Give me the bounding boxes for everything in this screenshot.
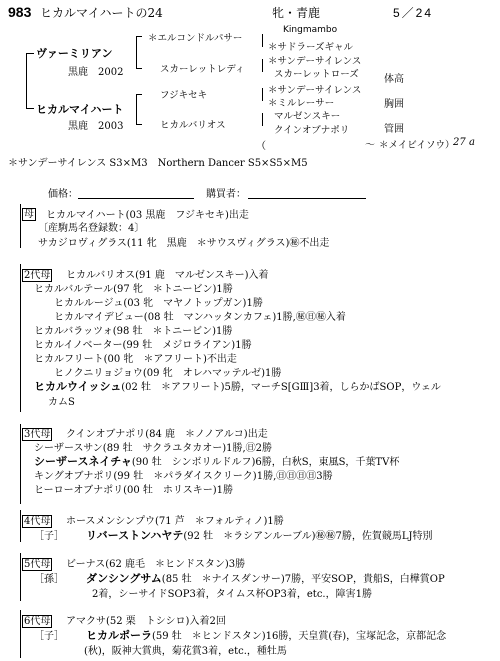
dam-title: ヒカルマイハート(03 黒鹿 フジキセキ)出走 — [46, 210, 249, 221]
notable-horse: ヒカルウイッシュ — [34, 380, 122, 393]
notable-horse-record: (92 牡 ＊ラシアンルーブル)㊙㊙7勝，佐賀競馬LJ特別 — [183, 531, 433, 542]
notable-horse: リバーストンハヤテ — [86, 529, 184, 542]
relation-tag: ［子］ — [34, 531, 64, 542]
note-horse: ＊メイビイソウ） — [379, 140, 455, 151]
fourth-dam-title: ホースメンシンプウ(71 芦 ＊フォルティノ)1勝 — [66, 516, 284, 527]
produce-count: 〔産駒馬名登録数：4〕 — [38, 223, 145, 234]
g3-ancestor: クインオブナポリ — [274, 125, 350, 136]
g3-ancestor: ＊サンデーサイレンス — [268, 85, 362, 96]
sex-color: 牝・青鹿 — [272, 6, 321, 20]
sire-dam: スカーレットレディ — [160, 64, 245, 75]
produce-entry: シーザースサン(89 牡 サクラユタカオー)1勝,㊐2勝 — [34, 443, 273, 454]
sire-sire: ＊エルコンドルパサー — [148, 33, 243, 44]
note-letter: a — [469, 137, 475, 148]
height-label: 体高 — [384, 74, 404, 85]
horse-name: ヒカルマイハートの24 — [40, 6, 163, 20]
dam-sire: フジキセキ — [160, 90, 208, 101]
notable-horse-record: (90 牡 シンボリルドルフ)6勝，白秋S，東風S，千葉TV杯 — [131, 457, 400, 468]
dam-info: 黒鹿 2003 — [68, 121, 124, 132]
cannon-label: 管囲 — [384, 124, 404, 135]
buyer-label: 購買者： — [206, 189, 246, 200]
fourth-dam-tag: 4代母 — [24, 516, 51, 527]
dam-dam: ヒカルバリオス — [160, 120, 226, 131]
sire-info: 黒鹿 2002 — [68, 67, 124, 78]
produce-entry: ヒカルマイデビュー(08 牡 マンハッタンカフェ)1勝,㊙㊐㊙入着 — [54, 312, 346, 323]
third-dam-title: クインオブナポリ(84 鹿 ＊ノノアルコ)出走 — [66, 429, 268, 440]
produce-entry: ヒカルフリート(00 牝 ＊アフリート)不出走 — [34, 354, 237, 365]
g3-ancestor: マルゼンスキー — [274, 111, 341, 122]
sixth-dam-title: アマクサ(52 栗 トシシロ)入着2回 — [66, 616, 226, 627]
produce-entry: ヒカルバラッツォ(98 牡 ＊トニービン)1勝 — [34, 326, 233, 337]
chest-label: 胸囲 — [384, 99, 404, 110]
notable-horse: ヒカルポーラ — [86, 629, 152, 642]
dam-tag: 母 — [24, 209, 34, 220]
notable-horse-record: (85 牡 ＊ナイスダンサー)7勝，平安SOP，貴船S，白樺賞OP — [161, 574, 445, 585]
produce-entry: ヒカルバルテール(97 牝 ＊トニービン)1勝 — [34, 284, 233, 295]
inbreeding-crosses: ＊サンデーサイレンス S3×M3 Northern Dancer S5×S5×M5 — [8, 158, 308, 169]
produce-entry: ヒーローオブナポリ(00 牡 ホリスキー)1勝 — [34, 485, 233, 496]
notable-horse-record: (02 牡 ＊アフリート)5勝，マーチS[GⅢ]3着，しらかばSOP，ウェル — [121, 382, 441, 393]
sixth-dam-tag: 6代母 — [24, 616, 51, 627]
third-dam-tag: 3代母 — [24, 429, 51, 440]
second-dam-tag: 2代母 — [24, 270, 51, 281]
lot-number: 983 — [8, 4, 32, 20]
relation-tag: ［子］ — [34, 631, 64, 642]
g3-ancestor: ＊サドラーズギャル — [268, 42, 354, 53]
note-paren: （ — [256, 141, 266, 152]
produce-entry: ヒノクニリョジョウ(09 牝 オレハマッテルゼ)1勝 — [54, 368, 282, 379]
notable-horse-record-cont: カムS — [48, 397, 75, 408]
relation-tag: ［孫］ — [34, 574, 64, 585]
foaling-date: 5／24 — [393, 6, 434, 20]
notable-horse-record-cont: (秋)，阪神大賞典，菊花賞3着，etc.，種牡馬 — [84, 646, 287, 657]
price-label: 価格： — [48, 189, 78, 200]
dam-name: ヒカルマイハート — [36, 103, 124, 116]
produce-entry: サカジロヴィグラス(11 牝 黒鹿 ＊サウスヴィグラス)㊙不出走 — [38, 238, 330, 249]
produce-entry: ヒカルイノベーター(99 牡 メジロライアン)1勝 — [34, 340, 252, 351]
notable-horse: ダンシングサム — [86, 572, 162, 585]
g3-ancestor: ＊サンデーサイレンス — [268, 56, 362, 67]
g3-ancestor: ＊ミルレーサー — [268, 98, 335, 109]
g3-ancestor: Kingmambo — [283, 25, 338, 35]
fifth-dam-title: ビーナス(62 鹿毛 ＊ヒンドスタン)3勝 — [66, 559, 246, 570]
note-year: 27 — [453, 137, 466, 148]
fifth-dam-tag: 5代母 — [24, 559, 51, 570]
sire-name: ヴァーミリアン — [36, 47, 113, 60]
notable-horse-record: (59 牡 ＊ヒンドスタン)16勝，天皇賞(春)，宝塚記念，京都記念 — [152, 631, 447, 642]
note-tilde: ～ — [365, 140, 375, 151]
produce-entry: キングオブナポリ(99 牡 ＊パラダイスクリーク)1勝,㊐㊐㊐㊐3勝 — [34, 471, 333, 482]
notable-horse: シーザースネイチャ — [34, 455, 132, 468]
second-dam-title: ヒカルバリオス(91 鹿 マルゼンスキー)入着 — [66, 270, 269, 281]
g3-ancestor: スカーレットローズ — [274, 69, 359, 80]
produce-entry: ヒカルルージュ(03 牝 マヤノトップガン)1勝 — [54, 298, 263, 309]
notable-horse-record-cont: 2着，シーサイドSOP3着，タイムス杯OP3着，etc.，障害1勝 — [92, 589, 372, 600]
